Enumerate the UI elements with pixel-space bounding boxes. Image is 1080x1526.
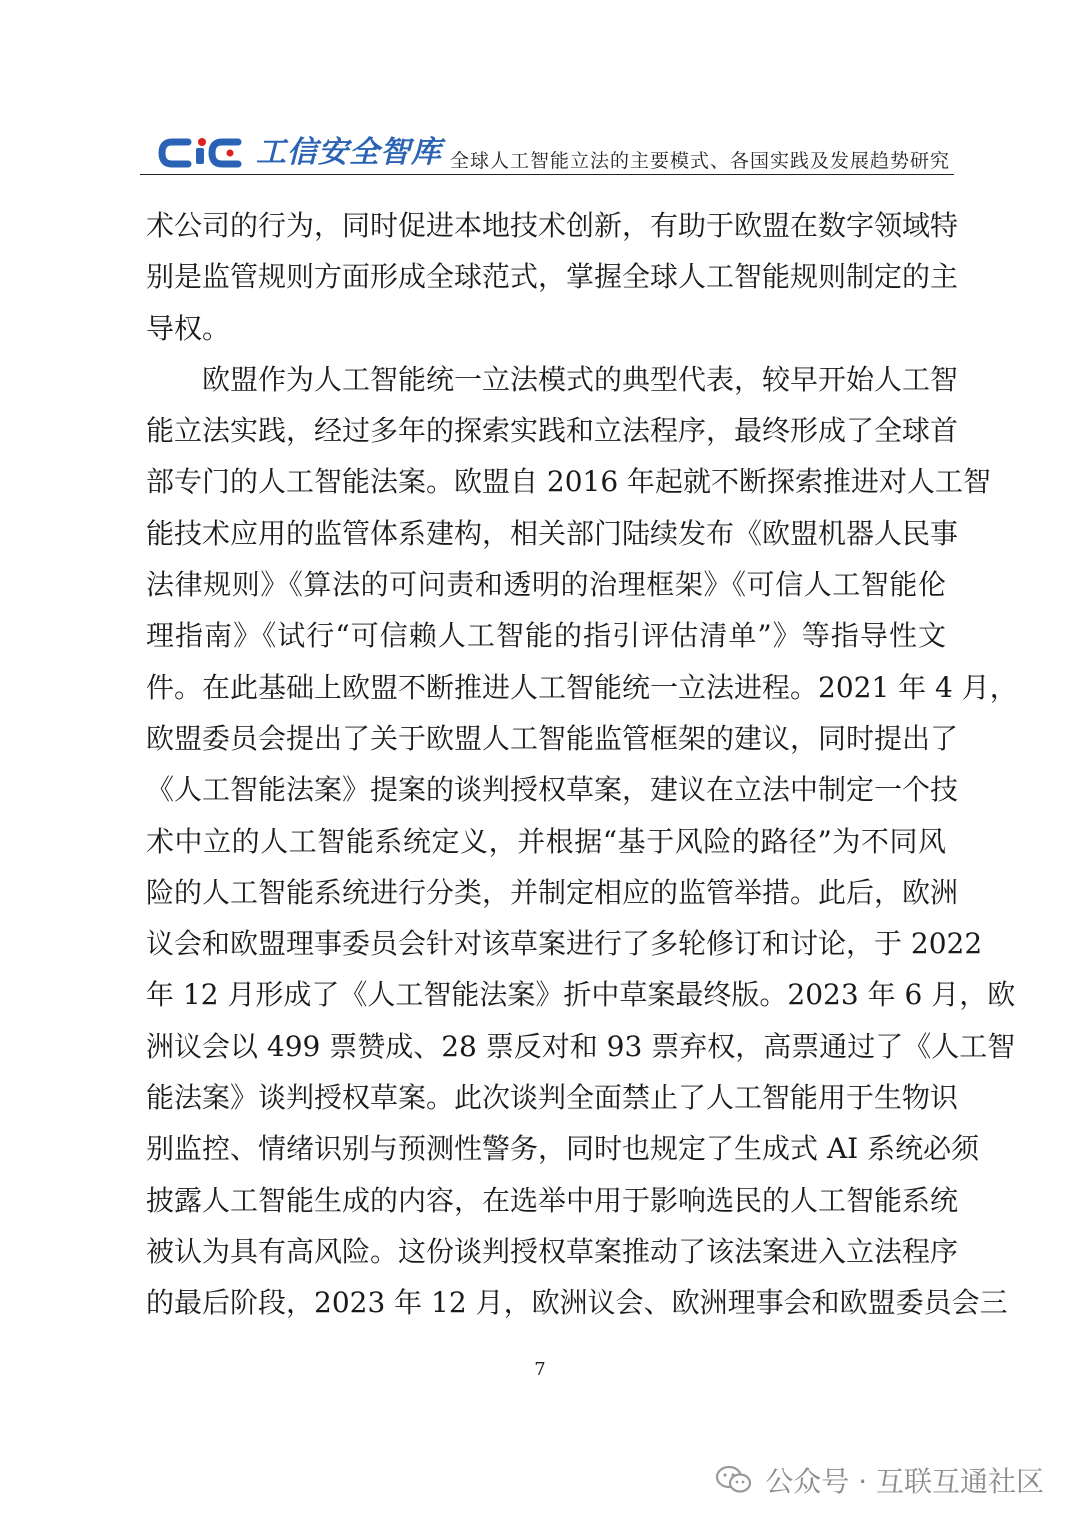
page-number: 7 [534, 1359, 546, 1380]
text-line: 《人工智能法案》提案的谈判授权草案，建议在立法中制定一个技 [146, 773, 959, 807]
text-line: 件。在此基础上欧盟不断推进人工智能统一立法进程。2021 年 4 月， [146, 670, 1018, 704]
document-body [146, 200, 1018, 1329]
text-line: 洲议会以 499 票赞成、28 票反对和 93 票弃权，高票通过了《人工智 [146, 1029, 1016, 1063]
text-line: 议会和欧盟理事委员会针对该草案进行了多轮修订和讨论，于 2022 [146, 927, 983, 961]
logo-text: 工信安全智库 [256, 135, 442, 170]
text-line: 部专门的人工智能法案。欧盟自 2016 年起就不断探索推进对人工智 [146, 465, 992, 499]
text-line: 理指南》《试行“可信赖人工智能的指引评估清单”》等指导性文 [146, 619, 946, 653]
text-line: 能立法实践，经过多年的探索实践和立法程序，最终形成了全球首 [146, 414, 959, 448]
text-line: 年 12 月形成了《人工智能法案》折中草案最终版。2023 年 6 月，欧 [146, 978, 1016, 1012]
cic-logo [158, 136, 442, 170]
text-line: 别监控、情绪识别与预测性警务，同时也规定了生成式 AI 系统必须 [146, 1132, 980, 1166]
text-line: 导权。 [146, 311, 231, 345]
text-line: 术中立的人工智能系统定义，并根据“基于风险的路径”为不同风 [146, 824, 946, 858]
text-line: 险的人工智能系统进行分类，并制定相应的监管举措。此后，欧洲 [146, 875, 959, 909]
text-line: 的最后阶段，2023 年 12 月，欧洲议会、欧洲理事会和欧盟委员会三 [146, 1286, 1008, 1320]
header-title: 全球人工智能立法的主要模式、各国实践及发展趋势研究 [449, 150, 950, 172]
watermark-text: 公众号 · 互联互通社区 [765, 1465, 1044, 1498]
text-line: 能技术应用的监管体系建构，相关部门陆续发布《欧盟机器人民事 [146, 516, 959, 550]
text-line: 欧盟委员会提出了关于欧盟人工智能监管框架的建议，同时提出了 [146, 721, 959, 755]
paragraph [146, 354, 1018, 1329]
text-line: 法律规则》《算法的可问责和透明的治理框架》《可信人工智能伦 [146, 568, 946, 602]
wechat-icon [715, 1464, 753, 1496]
text-line: 别是监管规则方面形成全球范式，掌握全球人工智能规则制定的主 [146, 260, 959, 294]
text-line: 被认为具有高风险。这份谈判授权草案推动了该法案进入立法程序 [146, 1234, 959, 1268]
page-header [140, 132, 954, 175]
text-line: 术公司的行为，同时促进本地技术创新，有助于欧盟在数字领域特 [146, 209, 959, 242]
cic-logo-mark [158, 136, 254, 170]
watermark [715, 1460, 1044, 1500]
text-line: 披露人工智能生成的内容，在选举中用于影响选民的人工智能系统 [146, 1183, 959, 1217]
text-line: 欧盟作为人工智能统一立法模式的典型代表，较早开始人工智 [202, 362, 959, 396]
text-line: 能法案》谈判授权草案。此次谈判全面禁止了人工智能用于生物识 [146, 1081, 959, 1115]
paragraph [146, 200, 959, 354]
